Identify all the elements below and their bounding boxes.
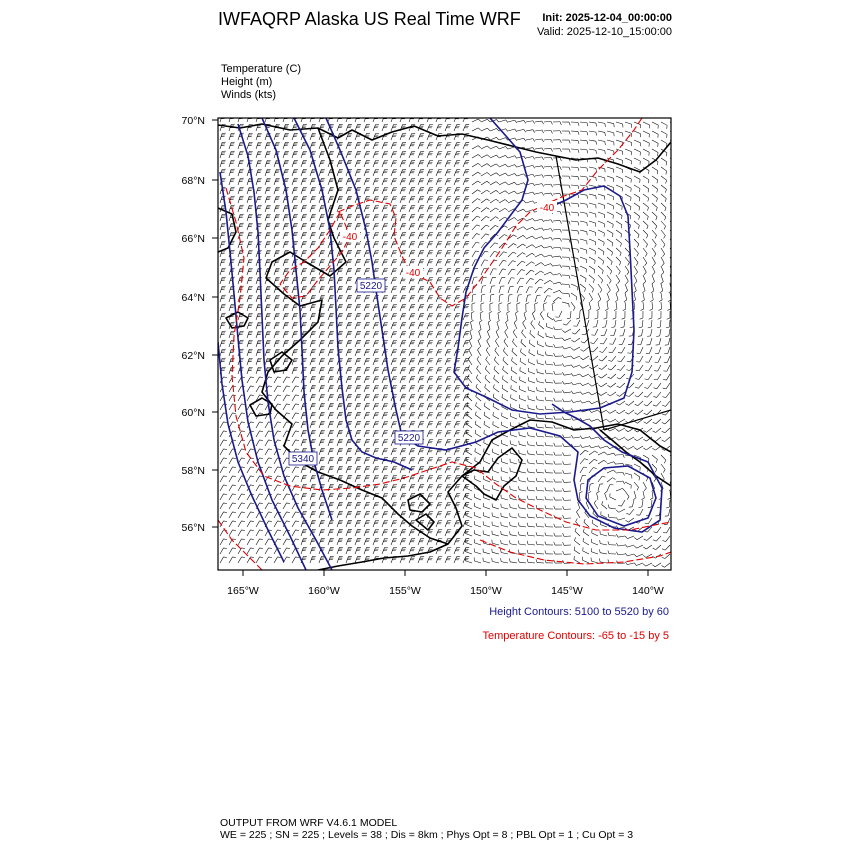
init-time: Init: 2025-12-04_00:00:00 — [542, 12, 672, 24]
field-temperature: Temperature (C) — [221, 63, 302, 75]
weather-map — [150, 110, 690, 595]
chart-title: IWFAQRP Alaska US Real Time WRF — [218, 9, 521, 29]
wind-barb-tick — [675, 135, 676, 138]
wind-barb-tick — [673, 208, 674, 211]
wind-barb-tick — [673, 226, 675, 229]
wind-barb-tick — [674, 199, 675, 202]
wind-barb-tick — [675, 171, 676, 174]
wind-barb-tick — [675, 144, 676, 147]
wind-barb-tick — [672, 236, 674, 239]
wind-barb-tick — [675, 162, 676, 165]
wind-barb-tick — [674, 180, 675, 183]
field-winds: Winds (kts) — [221, 89, 276, 101]
wind-barb-tick — [672, 245, 674, 248]
wind-barb-tick — [675, 153, 676, 156]
field-height: Height (m) — [221, 76, 273, 88]
wind-barb-tick — [675, 126, 676, 129]
valid-time: Valid: 2025-12-10_15:00:00 — [537, 26, 672, 38]
wind-barb-tick — [673, 217, 675, 220]
wind-barb-tick — [674, 190, 675, 193]
